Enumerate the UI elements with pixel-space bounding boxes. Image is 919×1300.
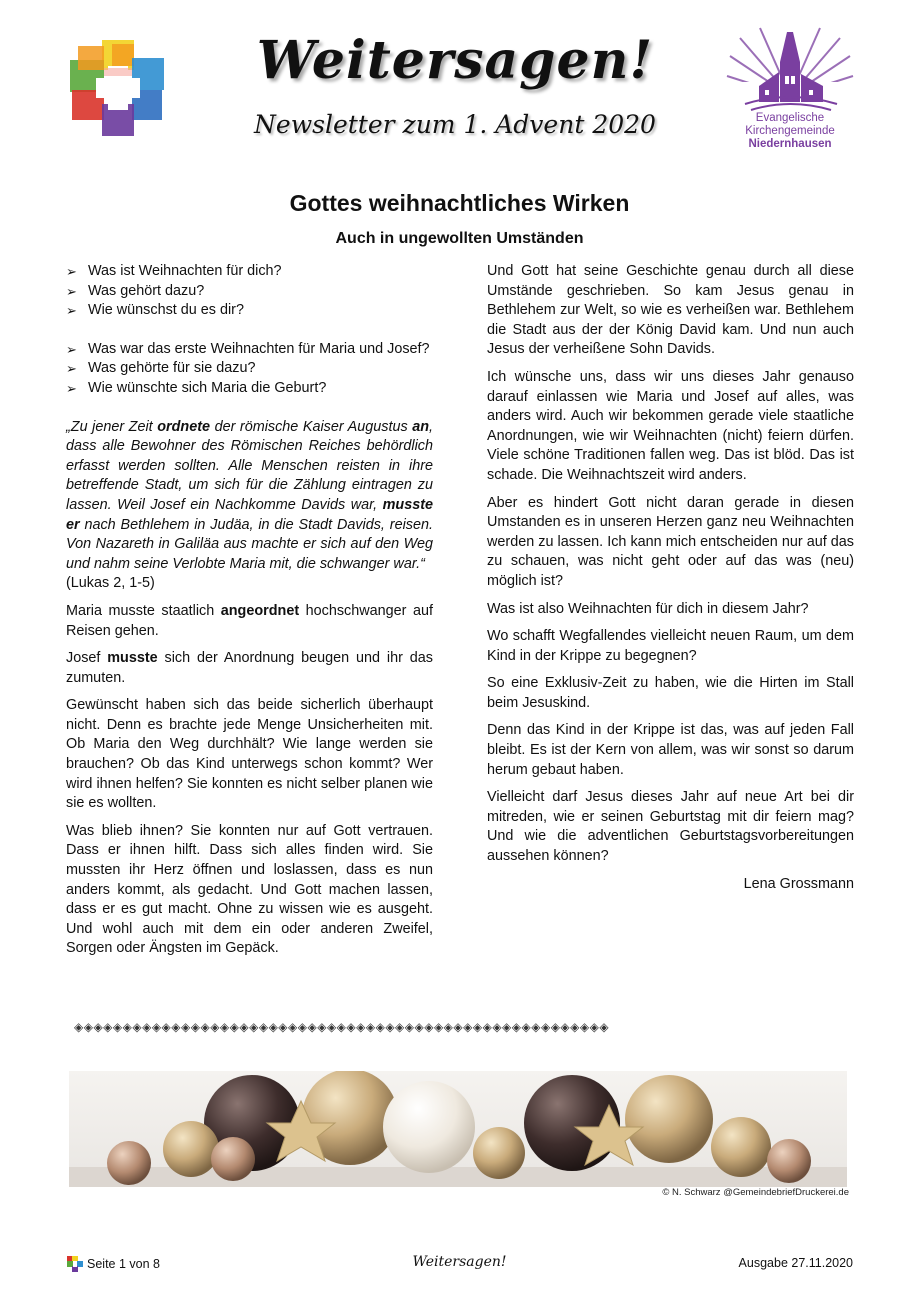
quote-text: nach Bethlehem in Judäa, in die Stadt Davids, reisen. Von Nazareth in Galiläa aus machte er sich auf den Weg und nahm seine Verlobte Maria mit, die schwanger war.“	[66, 516, 433, 572]
paragraph: Aber es hindert Gott nicht daran gerade in diesen Umstanden es in unseren Herzen ganz neu Weihnachten werden zu lassen. Ich kann mich entscheiden nur auf das zu schauen, was nicht geht oder auf das was (neu) möglich ist?	[487, 494, 854, 589]
church-place: Niedernhausen	[748, 138, 832, 150]
christmas-ornaments-photo	[69, 1071, 847, 1187]
left-column	[66, 262, 433, 959]
community-cross-logo	[68, 38, 168, 138]
quote-text: der römische Kaiser Augustus	[210, 418, 413, 435]
newsletter-title: Weitersagen!	[256, 30, 654, 91]
paragraph-emphasis: angeordnet	[220, 602, 300, 619]
quote-emphasis: musste er	[66, 496, 433, 533]
question-list-1	[66, 262, 433, 321]
paragraph: So eine Exklusiv-Zeit zu haben, wie die Hirten im Stall beim Jesuskind.	[487, 675, 854, 711]
newsletter-subtitle: Newsletter zum 1. Advent 2020	[254, 110, 656, 139]
footer-issue-date: Ausgabe 27.11.2020	[738, 1256, 853, 1270]
paragraph: Und Gott hat seine Geschichte genau durch all diese Umstände geschrieben. So kam Jesus genau in Bethlehem zur Welt, so wie es verheißen war. Bethlehem die Stadt aus der der König David kam. Und nun auch Jesus der verheißene Sohn Davids.	[487, 263, 854, 358]
question-item: ➢ Was gehörte für sie dazu?	[66, 359, 433, 379]
church-icon	[725, 26, 855, 112]
paragraph	[66, 649, 433, 688]
church-logo	[722, 26, 858, 154]
question-item: ➢ Was gehört dazu?	[66, 282, 433, 302]
paragraph: Vielleicht darf Jesus dieses Jahr auf neue Art bei dir mitreden, wie er seinen Geburtstag mit dir feiern mag? Und wie die adventlichen Geburtstagsvorbereitungen aussehen können?	[487, 789, 854, 865]
article-subtitle: Auch in ungewollten Umständen	[335, 230, 584, 247]
question-item: ➢ Was ist Weihnachten für dich?	[66, 262, 433, 282]
quote-emphasis: an	[412, 418, 429, 435]
photo-credit: © N. Schwarz @GemeindebriefDruckerei.de	[662, 1187, 849, 1198]
quote-text: „Zu jener Zeit	[66, 418, 158, 435]
paragraph: Was ist also Weihnachten für dich in diesem Jahr?	[487, 600, 809, 617]
paragraph: Ich wünsche uns, dass wir uns dieses Jahr genauso darauf einlassen wie Maria und Josef auf alles, was anders wird. Auch wir bekommen gerade viele staatliche Anordnungen, wie wir Weihnachten (nicht) feiern dürfen. Viele schöne Traditionen fallen weg. Das ist blöd. Das ist schade. Die Weihnachtszeit wird anders.	[487, 368, 854, 483]
church-name-line2: Kirchengemeinde	[745, 125, 835, 137]
footer-title: Weitersagen!	[412, 1254, 507, 1270]
article-title: Gottes weihnachtliches Wirken	[289, 190, 630, 216]
paragraph-text: Josef	[66, 650, 108, 667]
quote-emphasis: ordnete	[157, 418, 211, 435]
paragraph: Wo schafft Wegfallendes vielleicht neuen Raum, um dem Kind in der Krippe zu begegnen?	[487, 628, 854, 664]
paragraph: Gewünscht haben sich das beide sicherlich überhaupt nicht. Denn es brachte jede Menge Unsicherheiten mit. Ob Maria den Weg durchhält? Wie lange werden sie brauchen? Ob das Kind unterwegs schon kommt? Wer wird ihnen helfen? Sie konnten es nicht selber planen wie sie es wollten.	[66, 697, 433, 812]
page-number: Seite 1 von 8	[87, 1257, 160, 1271]
church-name-line1: Evangelische	[755, 112, 825, 124]
question-item: ➢ Wie wünschst du es dir?	[66, 301, 433, 321]
author-name: Lena Grossmann	[743, 875, 854, 892]
question-item: ➢ Was war das erste Weihnachten für Maria und Josef?	[66, 340, 433, 360]
right-column	[487, 262, 854, 894]
paragraph-text: sich der Anordnung beugen und ihr das zumuten.	[66, 650, 433, 686]
question-item: ➢ Wie wünschte sich Maria die Geburt?	[66, 379, 433, 399]
bible-quote	[66, 418, 433, 575]
bible-reference: (Lukas 2, 1-5)	[66, 575, 155, 592]
paragraph: Was blieb ihnen? Sie konnten nur auf Gott vertrauen. Dass er ihnen hilft. Dass sich alles finden wird. Sie mussten ihr Herz öffnen und loslassen, dass es nun anders kommt, als gedacht. Und Gott machen lassen, dass er es gut macht. Ohne zu wissen wie es ausgeht. Und wohl auch mit dem ein oder anderen Zweifel, Sorgen oder Ängsten im Gepäck.	[66, 822, 433, 957]
paragraph-text: hochschwanger auf Reisen gehen.	[66, 602, 433, 639]
paragraph-emphasis: musste	[107, 650, 158, 667]
paragraph-text: Maria musste staatlich	[66, 602, 221, 619]
question-list-2	[66, 340, 433, 399]
ornament-divider: ◈◈◈◈◈◈◈◈◈◈◈◈◈◈◈◈◈◈◈◈◈◈◈◈◈◈◈◈◈◈◈◈◈◈◈◈◈◈◈◈◈◈◈◈◈◈◈◈◈◈◈◈◈◈◈	[74, 1020, 610, 1034]
quote-text: , dass alle Bewohner des Römischen Reiches behördlich erfasst werden sollten. Alle Menschen reisten in ihre betreffende Stadt, um sich für die Zählung eintragen zu lassen. Weil Josef ein Nachkomme Davids war,	[66, 418, 433, 513]
paragraph	[66, 602, 433, 641]
paragraph: Denn das Kind in der Krippe ist das, was auf jeden Fall bleibt. Es ist der Kern von allem, was wir sonst so darum herum gebaut haben.	[487, 722, 854, 778]
